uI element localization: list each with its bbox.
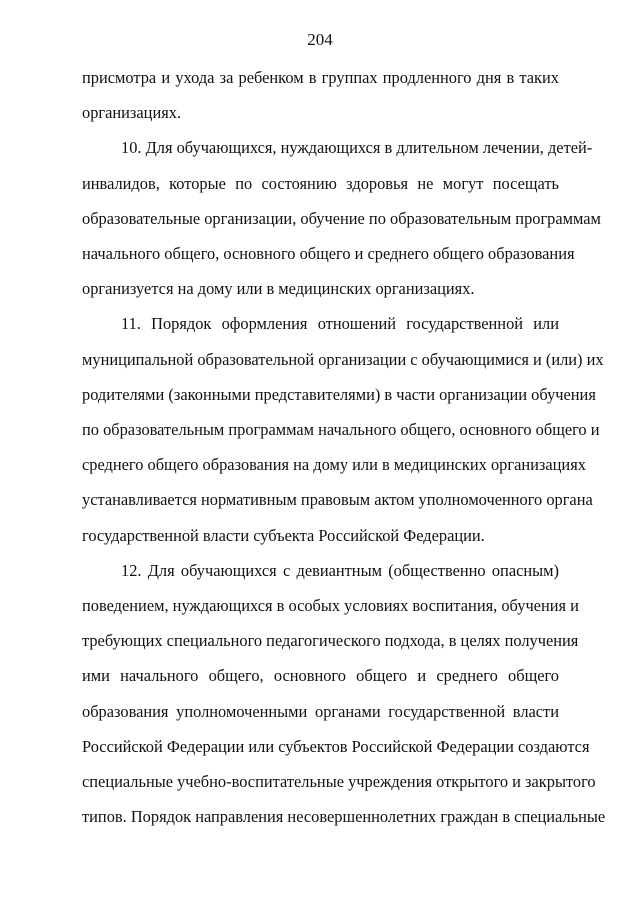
text-line: устанавливается нормативным правовым актом уполномоченного органа — [82, 490, 593, 510]
text-line: образования уполномоченными органами государственной власти — [82, 701, 559, 721]
text-line: инвалидов, которые по состоянию здоровья не могут посещать — [82, 173, 559, 193]
text-line: 12. Для обучающихся с девиантным (общественно опасным) — [121, 560, 559, 580]
text-line: 11. Порядок оформления отношений государственной или — [121, 314, 559, 334]
text-line: присмотра и ухода за ребенком в группах продленного дня в таких — [82, 68, 559, 87]
page-number: 204 — [307, 30, 333, 49]
text-line: специальные учебно-воспитательные учреждения открытого и закрытого — [82, 772, 596, 791]
text-line: требующих специального педагогического подхода, в целях получения — [82, 631, 579, 651]
text-line: ими начального общего, основного общего и среднего общего — [82, 666, 559, 686]
text-line: поведением, нуждающихся в особых условиях воспитания, обучения и — [82, 596, 579, 615]
text-line: организуется на дому или в медицинских организациях. — [82, 279, 475, 299]
text-line: Российской Федерации или субъектов Российской Федерации создаются — [82, 736, 590, 756]
text-line: государственной власти субъекта Российской Федерации. — [82, 525, 485, 545]
text-line: среднего общего образования на дому или в медицинских организациях — [82, 455, 586, 475]
text-line: образовательные организации, обучение по образовательным программам — [82, 208, 601, 228]
text-line: по образовательным программам начального общего, основного общего и — [82, 420, 600, 439]
text-line: муниципальной образовательной организации с обучающимися и (или) их — [82, 349, 604, 369]
text-line: начального общего, основного общего и среднего общего образования — [82, 244, 575, 263]
text-line: типов. Порядок направления несовершеннолетних граждан в специальные — [82, 807, 606, 827]
text-line: организациях. — [82, 103, 182, 123]
text-line: родителями (законными представителями) в части организации обучения — [82, 384, 596, 404]
text-line: 10. Для обучающихся, нуждающихся в длительном лечении, детей- — [121, 138, 593, 158]
